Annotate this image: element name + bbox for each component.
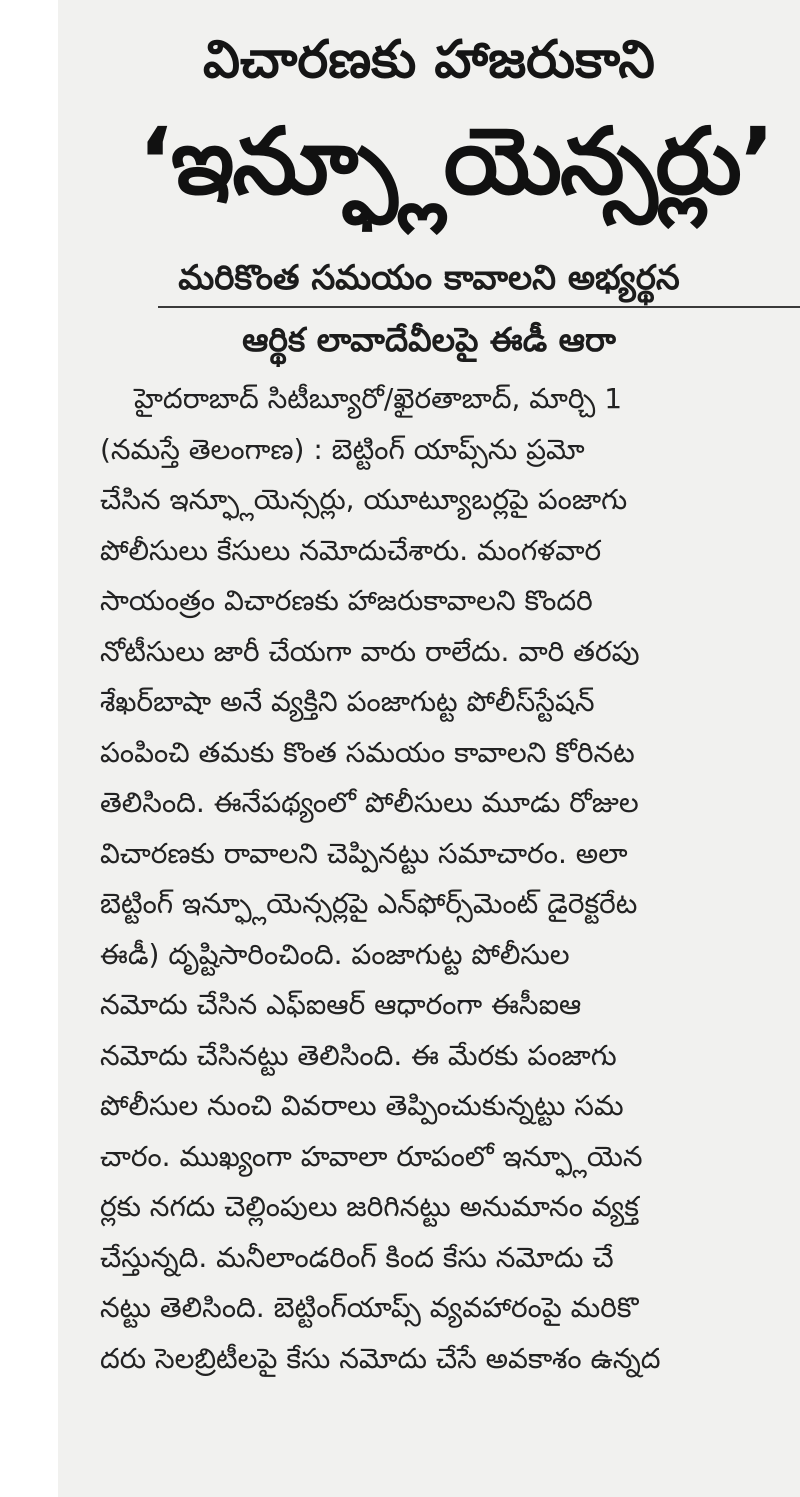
body-line: (నమస్తే తెలంగాణ) : బెట్టింగ్ యాప్స్‌ను ప్రమో bbox=[100, 432, 585, 466]
body-line: నట్టు తెలిసింది. బెట్టింగ్‌యాప్స్ వ్యవహారంపై మరికొ bbox=[100, 1291, 639, 1324]
divider-rule bbox=[158, 306, 800, 308]
article-body bbox=[100, 374, 800, 1384]
body-line: సాయంత్రం విచారణకు హాజరుకావాలని కొందరి bbox=[100, 584, 593, 617]
left-margin bbox=[0, 0, 58, 1497]
body-line: పోలీసుల నుంచి వివరాలు తెప్పించుకున్నట్టు సమ bbox=[100, 1089, 624, 1122]
body-line: విచారణకు రావాలని చెప్పినట్టు సమాచారం. అలా bbox=[100, 836, 628, 870]
body-line: నమోదు చేసినట్టు తెలిసింది. ఈ మేరకు పంజాగు bbox=[100, 1038, 617, 1072]
body-line: బెట్టింగ్ ఇన్ఫ్లూయెన్సర్లపై ఎన్‌ఫోర్స్‌మెంట్ డైరెక్టరేట bbox=[100, 887, 638, 920]
body-line: పోలీసులు కేసులు నమోదుచేశారు. మంగళవార bbox=[100, 533, 602, 567]
body-line: ఈడీ) దృష్టిసారించింది. పంజాగుట్ట పోలీసుల bbox=[100, 937, 570, 971]
headline-kicker: విచారణకు హాజరుకాని bbox=[203, 30, 655, 90]
body-line: నమోదు చేసిన ఎఫ్‌ఐఆర్ ఆధారంగా ఈసీఐఆ bbox=[100, 988, 582, 1021]
body-line: శేఖర్‌బాషా అనే వ్యక్తిని పంజాగుట్ట పోలీస్‌స్టేషన్‌ bbox=[100, 685, 595, 718]
body-line: చారం. ముఖ్యంగా హవాలా రూపంలో ఇన్ఫ్లూయెన bbox=[100, 1139, 643, 1173]
deck-subheading: మరికొంత సమయం కావాలని అభ్యర్థన bbox=[178, 258, 680, 298]
body-line: చేస్తున్నది. మనీలాండరింగ్ కింద కేసు నమోదు చే bbox=[100, 1240, 614, 1274]
body-line: ర్లకు నగదు చెల్లింపులు జరిగినట్టు అనుమానం వ్యక్త bbox=[100, 1190, 639, 1223]
body-line: చేసిన ఇన్ఫ్లూయెన్సర్లు, యూట్యూబర్లపై పంజాగు bbox=[100, 483, 628, 516]
body-line: హైదరాబాద్ సిటీబ్యూరో/ఖైరతాబాద్, మార్చి 1 bbox=[134, 382, 623, 415]
previous-line-fragment bbox=[128, 0, 800, 6]
newspaper-clipping bbox=[58, 0, 800, 1497]
main-headline: ‘ఇన్ఫ్లూయెన్సర్లు’ bbox=[138, 108, 773, 215]
secondary-subheading: ఆర్థిక లావాదేవీలపై ఈడీ ఆరా bbox=[242, 320, 616, 359]
body-line: పంపించి తమకు కొంత సమయం కావాలని కోరినట bbox=[100, 735, 635, 769]
body-line: తెలిసింది. ఈనేపథ్యంలో పోలీసులు మూడు రోజుల bbox=[100, 786, 639, 819]
body-line: నోటీసులు జారీ చేయగా వారు రాలేదు. వారి తరపు bbox=[100, 634, 640, 668]
body-line: దరు సెలబ్రిటీలపై కేసు నమోదు చేసే అవకాశం ఉన్నద bbox=[100, 1341, 661, 1375]
